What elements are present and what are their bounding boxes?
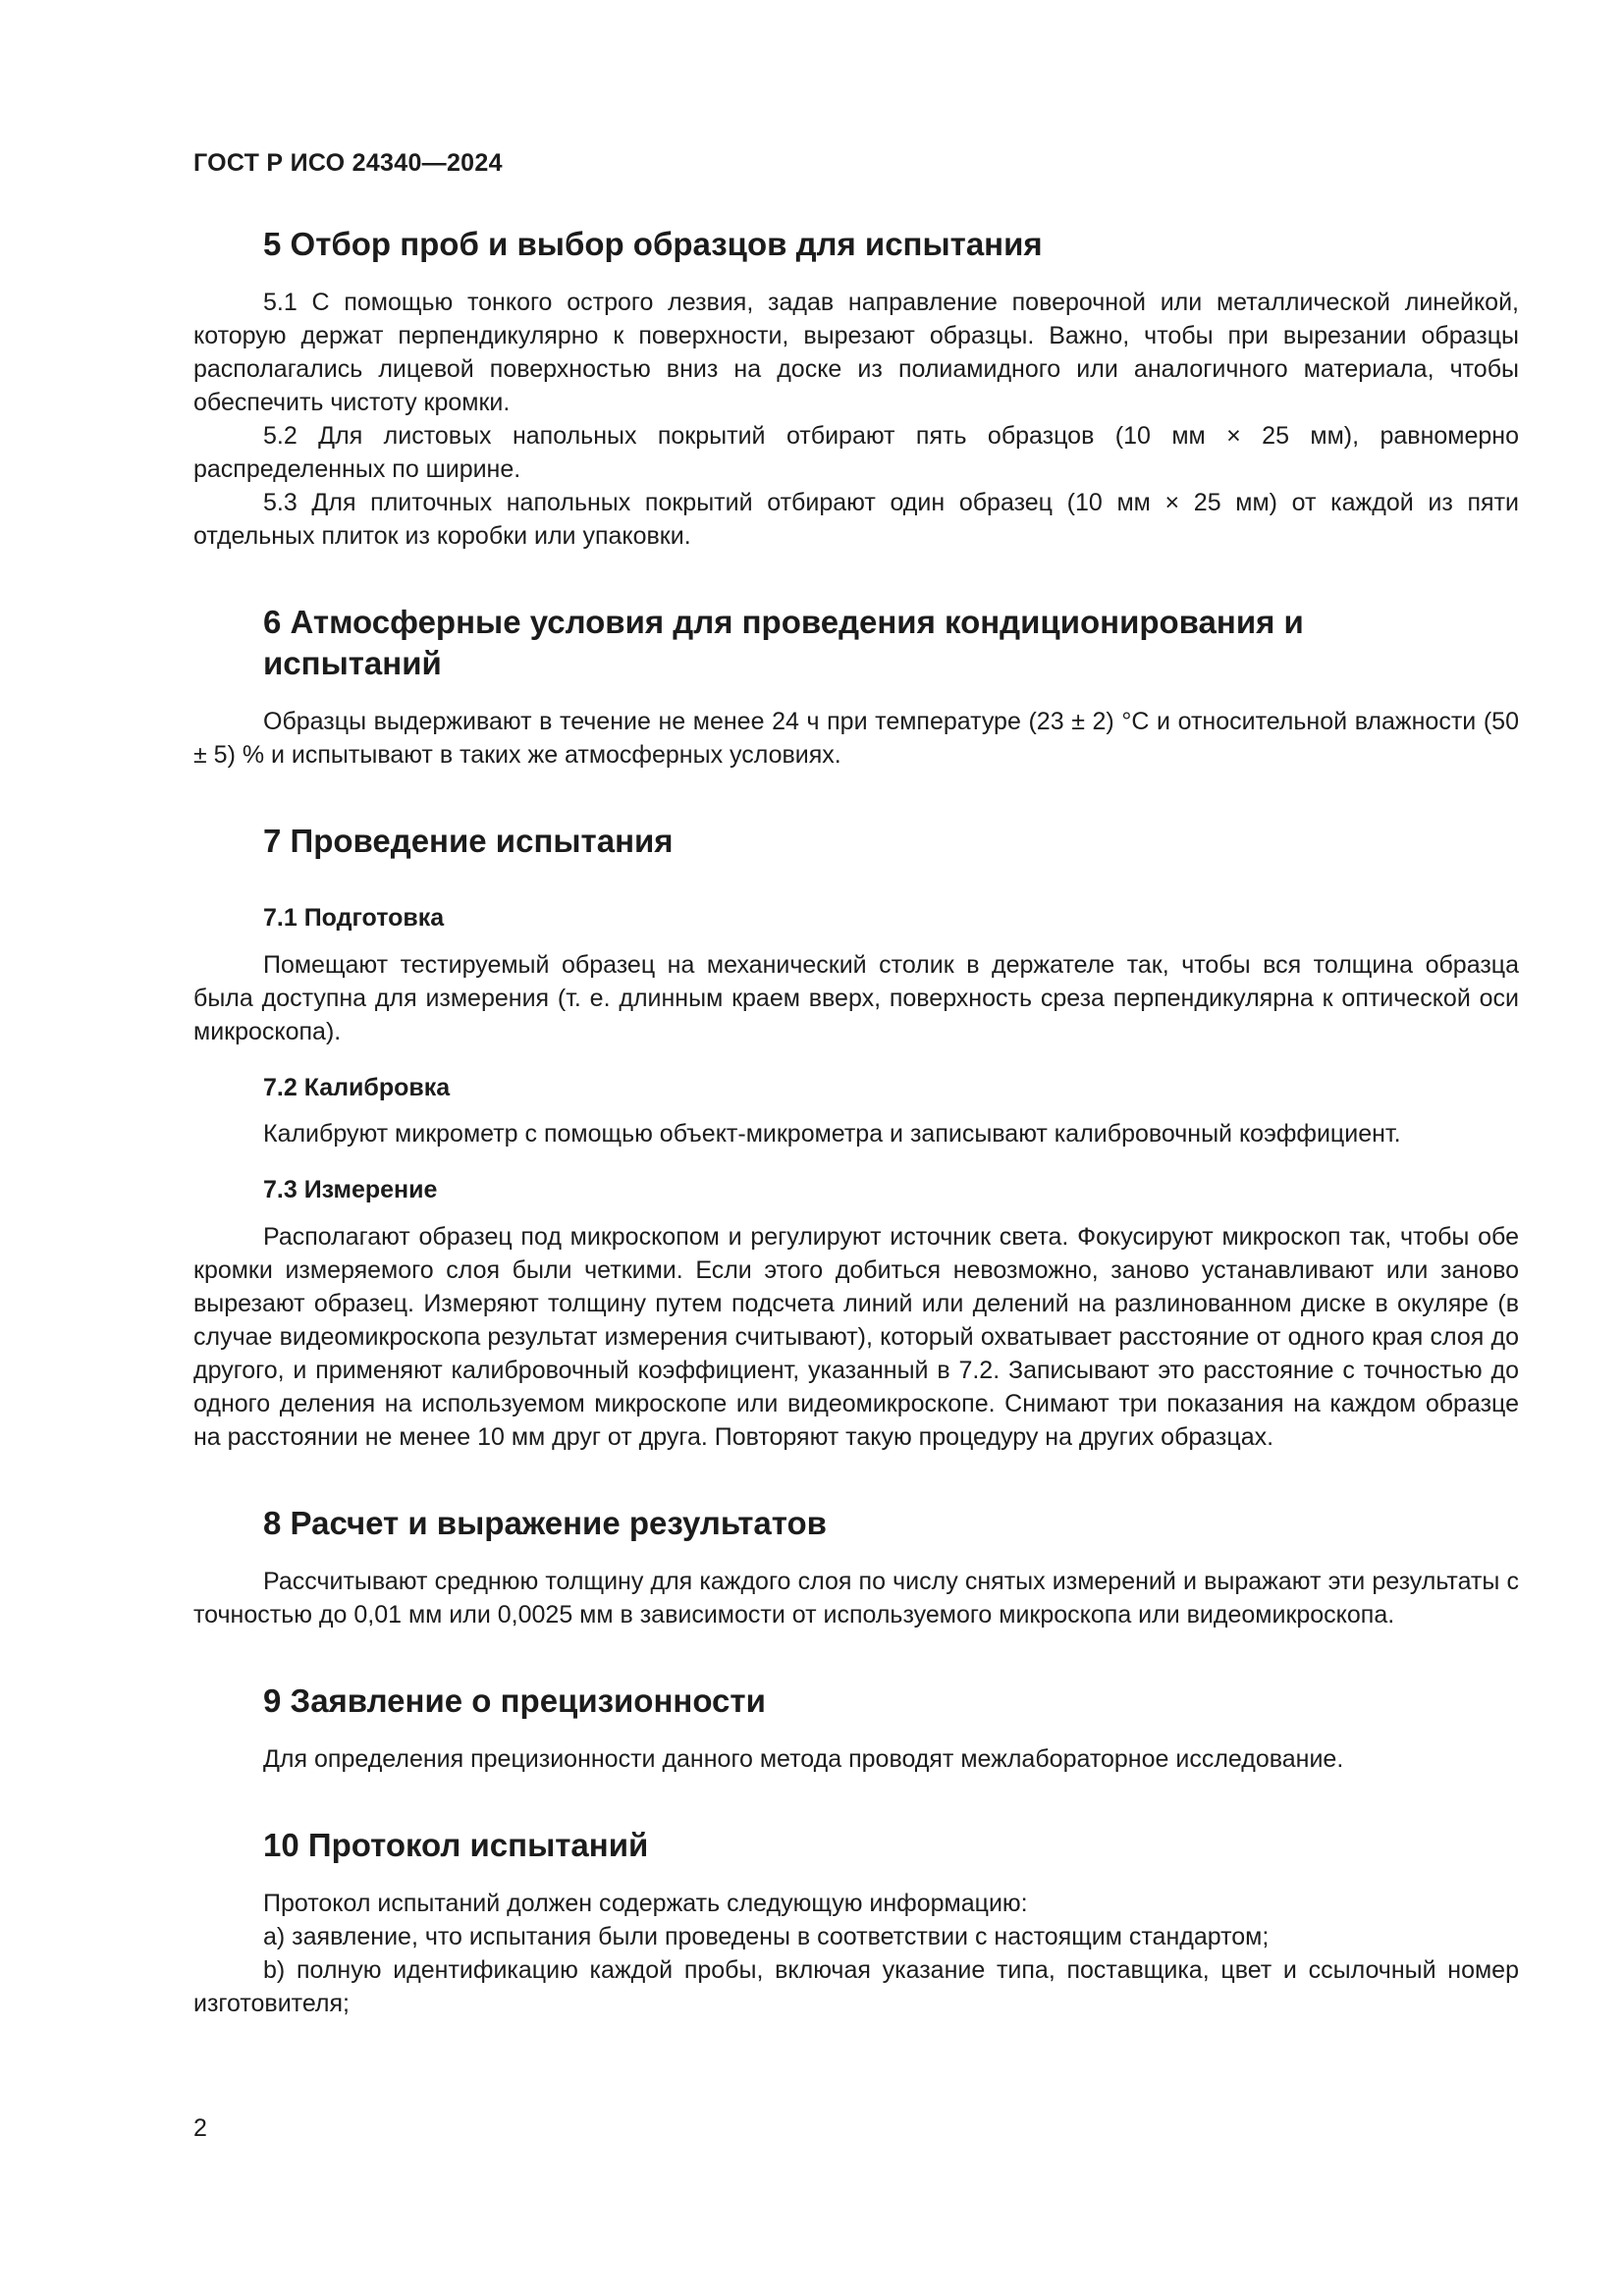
section-8	[193, 1503, 1519, 1631]
section-6	[193, 602, 1519, 772]
subsection-7-1-heading: 7.1 Подготовка	[263, 904, 445, 932]
subsection-7-2-heading: 7.2 Калибровка	[263, 1073, 451, 1101]
clause-5-1: 5.1 С помощью тонкого острого лезвия, задав направление поверочной или металлической линейкой, которую держат перпендикулярно к поверхности, вырезают образцы. Важно, чтобы при вырезании образцы располагались лицевой поверхностью вниз на доске из полиамидного или аналогичного материала, чтобы обеспечить чистоту кромки.	[193, 289, 1519, 417]
section-10-body	[193, 1887, 1519, 2020]
section-5	[193, 224, 1519, 553]
section-6-paragraph: Образцы выдерживают в течение не менее 24 ч при температуре (23 ± 2) °С и относительной влажности (50 ± 5) % и испытывают в таких же атмосферных условиях.	[193, 707, 1519, 769]
subsection-7-1-paragraph: Помещают тестируемый образец на механический столик в держателе так, чтобы вся толщина образца была доступна для измерения (т. е. длинным краем вверх, поверхность среза перпендикулярна к оптической оси микроскопа).	[193, 950, 1519, 1045]
document-content	[193, 224, 1519, 2020]
section-5-body	[193, 286, 1519, 553]
subsection-7-2-paragraph: Калибруют микрометр с помощью объект-микрометра и записывают калибровочный коэффициент.	[263, 1120, 1401, 1148]
list-item-b: b) полную идентификацию каждой пробы, включая указание типа, поставщика, цвет и ссылочный номер изготовителя;	[193, 1956, 1519, 2018]
clause-5-3: 5.3 Для плиточных напольных покрытий отбирают один образец (10 мм × 25 мм) от каждой из пяти отдельных плиток из коробки или упаковки.	[193, 489, 1519, 551]
document-page	[193, 0, 1519, 2296]
section-10-intro: Протокол испытаний должен содержать следующую информацию:	[263, 1890, 1028, 1918]
clause-5-2: 5.2 Для листовых напольных покрытий отбирают пять образцов (10 мм × 25 мм), равномерно распределенных по ширине.	[193, 422, 1519, 484]
section-10	[193, 1825, 1519, 2020]
document-id-header: ГОСТ Р ИСО 24340—2024	[193, 149, 503, 177]
section-9-paragraph: Для определения прецизионности данного метода проводят межлабораторное исследование.	[263, 1745, 1344, 1773]
section-9-heading: 9 Заявление о прецизионности	[263, 1682, 766, 1719]
section-5-heading: 5 Отбор проб и выбор образцов для испытания	[263, 226, 1043, 262]
section-9	[193, 1681, 1519, 1776]
section-7-heading: 7 Проведение испытания	[263, 822, 674, 859]
subsection-7-3-paragraph: Располагают образец под микроскопом и регулируют источник света. Фокусируют микроскоп так, чтобы обе кромки измеряемого слоя были четкими. Если этого добиться невозможно, заново устанавливают или заново вырезают образец. Измеряют толщину путем подсчета линий или делений на разлинованном диске в окуляре (в случае видеомикроскопа результат измерения считывают), который охватывает расстояние от одного края слоя до другого, и применяют калибровочный коэффициент, указанный в 7.2. Записывают это расстояние с точностью до одного деления на используемом микроскопе или видеомикроскопе. Снимают три показания на каждом образце на расстоянии не менее 10 мм друг от друга. Повторяют такую процедуру на других образцах.	[193, 1222, 1519, 1451]
list-item-a: a) заявление, что испытания были проведены в соответствии с настоящим стандартом;	[263, 1923, 1270, 1951]
section-8-heading: 8 Расчет и выражение результатов	[263, 1504, 827, 1541]
page-number: 2	[193, 2114, 207, 2142]
section-8-paragraph: Рассчитывают среднюю толщину для каждого слоя по числу снятых измерений и выражают эти результаты с точностью до 0,01 мм или 0,0025 мм в зависимости от используемого микроскопа или видеомикроскопа.	[193, 1567, 1519, 1629]
section-7	[193, 821, 1519, 1454]
section-10-heading: 10 Протокол испытаний	[263, 1827, 649, 1863]
subsection-7-3-heading: 7.3 Измерение	[263, 1176, 438, 1203]
section-6-heading: 6 Атмосферные условия для проведения кондиционирования и испытаний	[263, 604, 1304, 681]
